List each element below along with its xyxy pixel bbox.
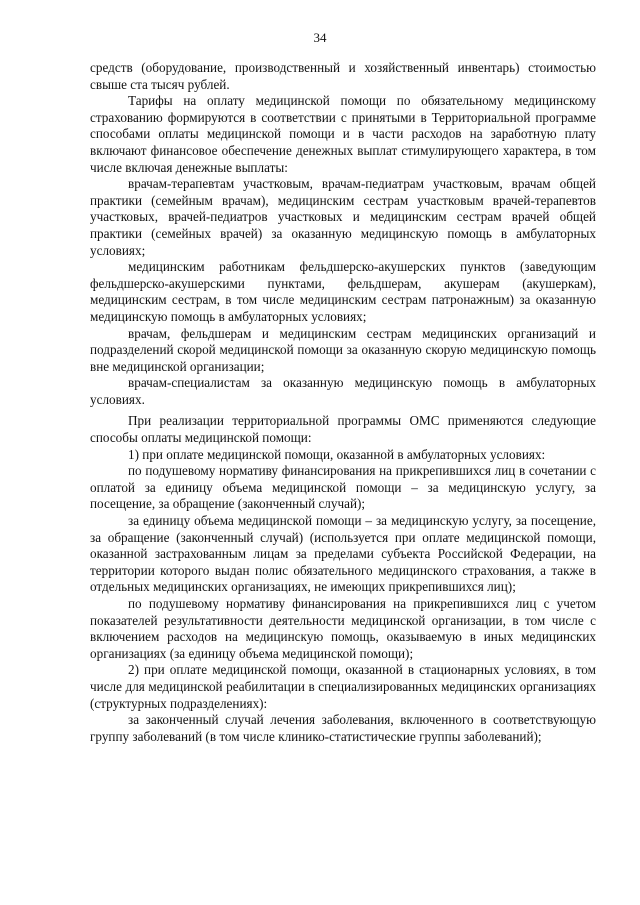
paragraph: за единицу объема медицинской помощи – за медицинскую услугу, за посещение, за обращение (законченный случай) (используется при оплате медицинской помощи, оказанной застрахованным лицам за пределами субъекта Российской Федерации, на территории которого выдан полис обязательного медицинского страхования, а также в отдельных медицинских организациях, не имеющих прикрепившихся лиц); xyxy=(90,513,596,595)
paragraph: за законченный случай лечения заболевания, включенного в соответствующую группу заболеваний (в том числе клинико-статистические группы заболеваний); xyxy=(90,712,596,744)
paragraph: медицинским работникам фельдшерско-акушерских пунктов (заведующим фельдшерско-акушерскими пунктами, фельдшерам, акушерам (акушеркам), медицинским сестрам, в том числе медицинским сестрам патронажным) за оказанную медицинскую помощь в амбулаторных условиях; xyxy=(90,259,596,324)
paragraph: 2) при оплате медицинской помощи, оказанной в стационарных условиях, в том числе для медицинской реабилитации в специализированных медицинских организациях (структурных подразделениях): xyxy=(90,662,596,711)
paragraph: врачам, фельдшерам и медицинским сестрам медицинских организаций и подразделений скорой медицинской помощи за оказанную скорую медицинскую помощь вне медицинской организации; xyxy=(90,325,596,374)
document-body xyxy=(90,60,596,745)
page-number: 34 xyxy=(313,30,327,45)
paragraph: средств (оборудование, производственный и хозяйственный инвентарь) стоимостью свыше ста тысяч рублей. xyxy=(90,60,596,92)
paragraph: по подушевому нормативу финансирования на прикрепившихся лиц с учетом показателей результативности деятельности медицинской организации, в том числе с включением расходов на медицинскую помощь, оказываемую в иных медицинских организациях (за единицу объема медицинской помощи); xyxy=(90,596,596,661)
paragraph: врачам-терапевтам участковым, врачам-педиатрам участковым, врачам общей практики (семейным врачам), медицинским сестрам участковым врачей-терапевтов участковых, врачей-педиатров участковых и медицинским сестрам врачей общей практики (семейных врачей) за оказанную медицинскую помощь в амбулаторных условиях; xyxy=(90,176,596,258)
paragraph: по подушевому нормативу финансирования на прикрепившихся лиц в сочетании с оплатой за единицу объема медицинской помощи – за медицинскую услугу, за посещение, за обращение (законченный случай); xyxy=(90,463,596,512)
paragraph: врачам-специалистам за оказанную медицинскую помощь в амбулаторных условиях. xyxy=(90,375,596,407)
paragraph: Тарифы на оплату медицинской помощи по обязательному медицинскому страхованию формируются в соответствии с принятыми в Территориальной программе способами оплаты медицинской помощи и в части расходов на заработную плату включают финансовое обеспечение денежных выплат стимулирующего характера, в том числе включая денежные выплаты: xyxy=(90,93,596,175)
paragraph: При реализации территориальной программы ОМС применяются следующие способы оплаты медицинской помощи: xyxy=(90,413,596,446)
paragraph: 1) при оплате медицинской помощи, оказанной в амбулаторных условиях: xyxy=(128,446,546,462)
